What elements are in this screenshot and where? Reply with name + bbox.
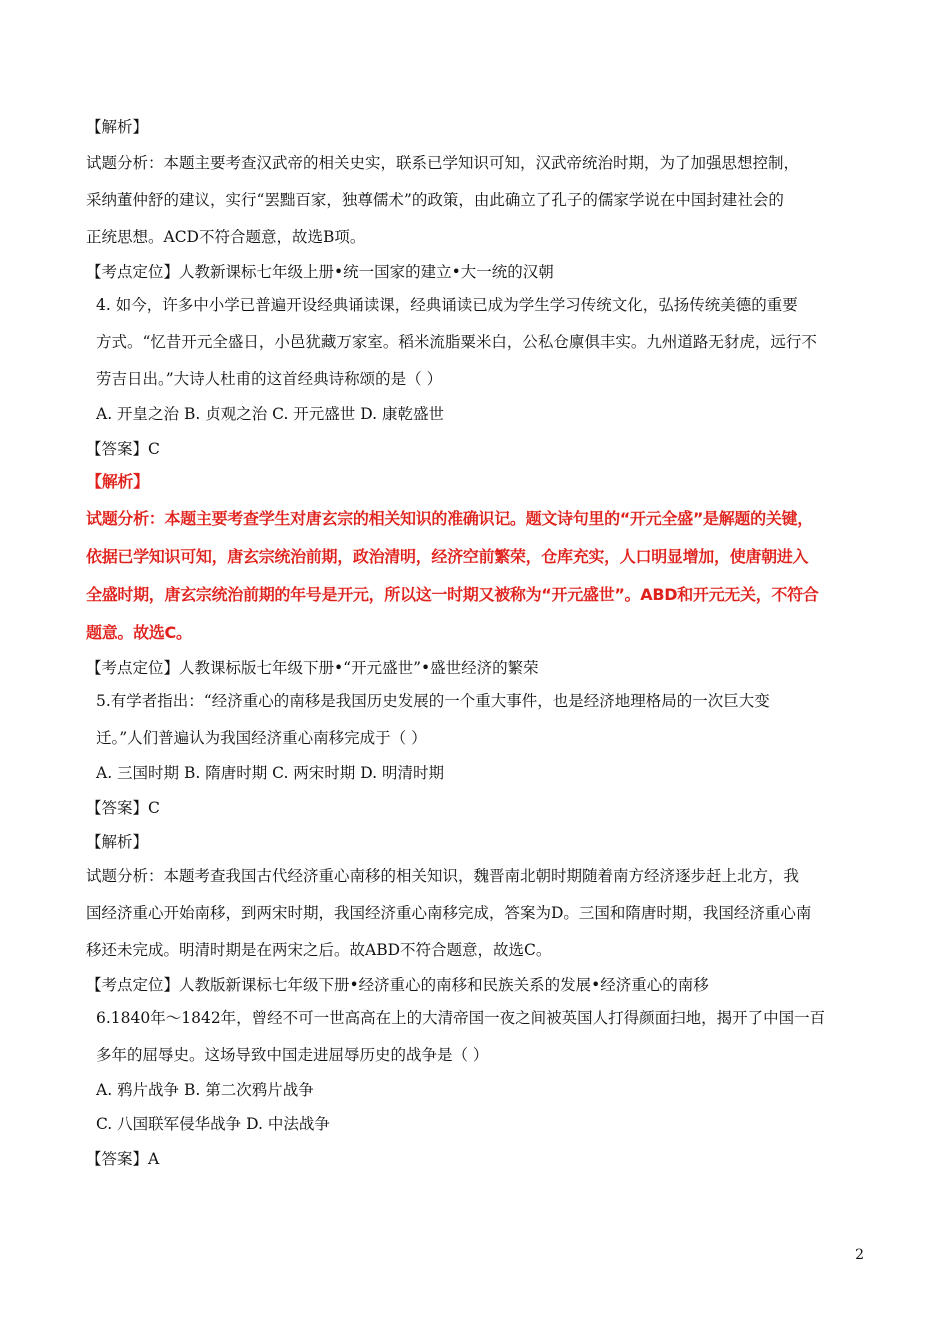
text-line: 方式。“忆昔开元全盛日，小邑犹藏万家室。稻米流脂粟米白，公私仓廪俱丰实。九州道路无豺虎，远行不 bbox=[96, 333, 817, 351]
text-line: 【考点定位】人教新课标七年级上册•统一国家的建立•大一统的汉朝 bbox=[86, 263, 554, 281]
text-line: 采纳董仲舒的建议，实行“罢黜百家，独尊儒术”的政策，由此确立了孔子的儒家学说在中国封建社会的 bbox=[86, 191, 784, 209]
text-line: 国经济重心开始南移，到两宋时期，我国经济重心南移完成，答案为D。三国和隋唐时期，我国经济重心南 bbox=[86, 904, 812, 922]
text-line: 【考点定位】人教版新课标七年级下册•经济重心的南移和民族关系的发展•经济重心的南移 bbox=[86, 976, 709, 994]
text-line: 题意。故选C。 bbox=[86, 623, 192, 642]
text-line: 劳吉日出。”大诗人杜甫的这首经典诗称颂的是（ ） bbox=[96, 370, 443, 388]
text-line: 【解析】 bbox=[86, 472, 149, 491]
text-line: 【答案】A bbox=[86, 1150, 160, 1168]
text-line: 试题分析：本题考查我国古代经济重心南移的相关知识，魏晋南北朝时期随着南方经济逐步赶上北方，我 bbox=[86, 867, 800, 885]
text-line: 4. 如今，许多中小学已普遍开设经典诵读课，经典诵读已成为学生学习传统文化，弘扬传统美德的重要 bbox=[96, 296, 798, 314]
text-line: 6.1840年～1842年，曾经不可一世高高在上的大清帝国一夜之间被英国人打得颜面扫地，揭开了中国一百 bbox=[96, 1009, 826, 1027]
text-line: 试题分析：本题主要考查学生对唐玄宗的相关知识的准确识记。题文诗句里的“开元全盛”是解题的关键， bbox=[86, 509, 813, 528]
text-line: A. 鸦片战争 B. 第二次鸦片战争 bbox=[96, 1081, 314, 1099]
text-line: C. 八国联军侵华战争 D. 中法战争 bbox=[96, 1115, 330, 1133]
text-line: 迁。”人们普遍认为我国经济重心南移完成于（ ） bbox=[96, 729, 427, 747]
text-line: 试题分析：本题主要考查汉武帝的相关史实，联系已学知识可知，汉武帝统治时期，为了加强思想控制， bbox=[86, 154, 800, 172]
text-line: 【解析】 bbox=[86, 833, 149, 851]
text-line: 多年的屈辱史。这场导致中国走进屈辱历史的战争是（ ） bbox=[96, 1046, 489, 1064]
text-line: 5.有学者指出：“经济重心的南移是我国历史发展的一个重大事件，也是经济地理格局的一次巨大变 bbox=[96, 692, 770, 710]
text-line: 【解析】 bbox=[86, 118, 149, 136]
text-line: 全盛时期，唐玄宗统治前期的年号是开元，所以这一时期又被称为“开元盛世”。ABD和开元无关，不符合 bbox=[86, 585, 819, 604]
text-line: 正统思想。ACD不符合题意，故选B项。 bbox=[86, 228, 366, 246]
text-line: 【考点定位】人教课标版七年级下册•“开元盛世”•盛世经济的繁荣 bbox=[86, 659, 539, 677]
text-line: A. 三国时期 B. 隋唐时期 C. 两宋时期 D. 明清时期 bbox=[96, 764, 444, 782]
text-line: 【答案】C bbox=[86, 799, 160, 817]
text-line: 移还未完成。明清时期是在两宋之后。故ABD不符合题意，故选C。 bbox=[86, 941, 552, 959]
page-number: 2 bbox=[855, 1247, 864, 1263]
text-line: 依据已学知识可知，唐玄宗统治前期，政治清明，经济空前繁荣，仓库充实，人口明显增加，使唐朝进入 bbox=[86, 547, 809, 566]
text-line: 【答案】C bbox=[86, 440, 160, 458]
text-line: A. 开皇之治 B. 贞观之治 C. 开元盛世 D. 康乾盛世 bbox=[96, 405, 444, 423]
